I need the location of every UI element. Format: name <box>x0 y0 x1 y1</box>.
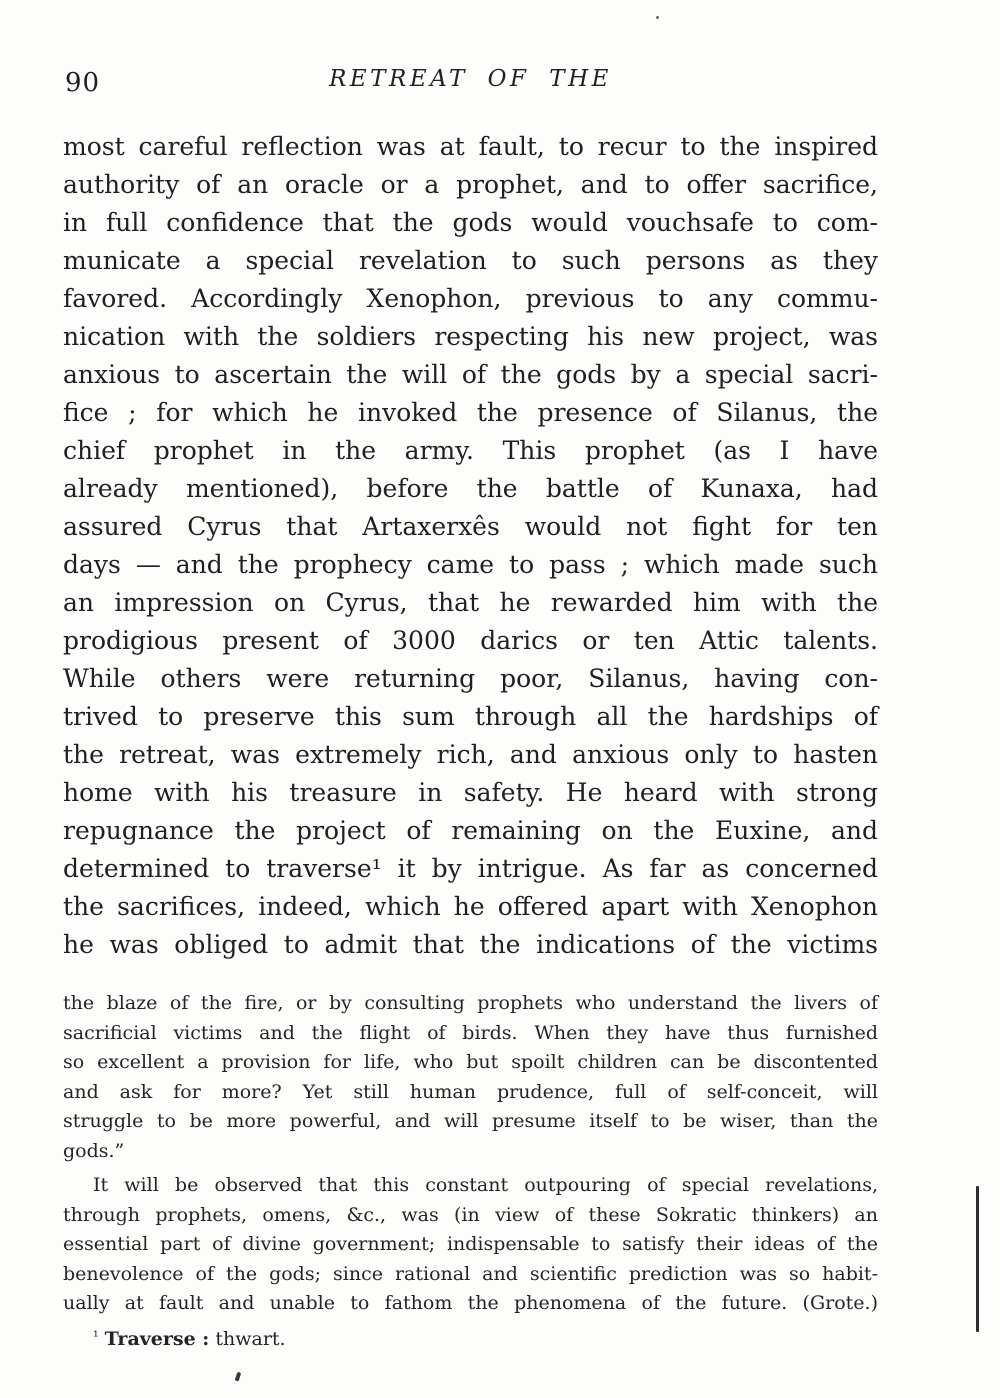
footnote-term: Traverse : <box>104 1327 210 1350</box>
footnote-line: so excellent a provision for life, who but spoilt children can be discontented <box>63 1051 878 1073</box>
body-text-line: the retreat, was extremely rich, and anxious only to hasten <box>63 740 878 769</box>
footnote-line: ually at fault and unable to fathom the phenomena of the future. (Grote.) <box>63 1292 878 1314</box>
footnotes-section <box>63 989 878 1354</box>
body-text-line: the sacrifices, indeed, which he offered apart with Xenophon <box>63 892 878 921</box>
body-text-line: trived to preserve this sum through all the hardships of <box>63 702 878 731</box>
footnote-definition-text: thwart. <box>215 1327 286 1350</box>
body-text-line: prodigious present of 3000 darics or ten Attic talents. <box>63 626 878 655</box>
body-text-line: fice ; for which he invoked the presence of Silanus, the <box>63 398 878 427</box>
body-text-line: most careful reflection was at fault, to recur to the inspired <box>63 132 878 161</box>
body-text-line: While others were returning poor, Silanus, having con- <box>63 664 878 693</box>
body-text-line: he was obliged to admit that the indications of the victims <box>63 930 878 959</box>
footnote-grote-paragraph <box>63 1171 878 1319</box>
body-text-line: favored. Accordingly Xenophon, previous to any commu- <box>63 284 878 313</box>
body-text-line: anxious to ascertain the will of the gods by a special sacri- <box>63 360 878 389</box>
footnote-line: and ask for more? Yet still human prudence, full of self-conceit, will <box>63 1080 878 1103</box>
body-text-line: determined to traverse¹ it by intrigue. As far as concerned <box>63 854 878 883</box>
page-number: 90 <box>65 68 101 98</box>
footnote-line: benevolence of the gods; since rational and scientific prediction was so habit- <box>63 1262 878 1285</box>
body-text-line: already mentioned), before the battle of Kunaxa, had <box>63 474 878 503</box>
footnote-line: the blaze of the fire, or by consulting prophets who understand the livers of <box>63 992 878 1014</box>
footnote-line: gods.” <box>63 1139 125 1162</box>
footnote-line: essential part of divine government; indispensable to satisfy their ideas of the <box>63 1233 878 1255</box>
page-content <box>63 64 878 1354</box>
body-text-line: municate a special revelation to such persons as they <box>63 246 878 275</box>
footnote-definition <box>63 1322 878 1354</box>
footnote-line: It will be observed that this constant outpouring of special revelations, <box>93 1174 878 1196</box>
body-text-line: authority of an oracle or a prophet, and to offer sacrifice, <box>63 170 878 199</box>
footnote-continuation-paragraph <box>63 989 878 1166</box>
footnote-line: through prophets, omens, &c., was (in view of these Sokratic thinkers) an <box>63 1203 878 1226</box>
body-text-line: an impression on Cyrus, that he rewarded him with the <box>63 588 878 617</box>
footnote-marker: ¹ <box>93 1328 99 1345</box>
running-head: RETREAT OF THE <box>329 66 612 92</box>
main-body-text <box>63 128 878 964</box>
scan-speck-artifact <box>235 1372 242 1382</box>
body-text-line: assured Cyrus that Artaxerxês would not fight for ten <box>63 512 878 541</box>
body-text-line: nication with the soldiers respecting his new project, was <box>63 322 878 351</box>
scan-speck-artifact <box>656 16 659 19</box>
body-text-line: in full confidence that the gods would vouchsafe to com- <box>63 208 878 237</box>
page-header <box>63 64 878 100</box>
footnote-line: sacrificial victims and the flight of birds. When they have thus furnished <box>63 1021 878 1044</box>
footnote-line: struggle to be more powerful, and will presume itself to be wiser, than the <box>63 1110 878 1132</box>
body-text-line: days — and the prophecy came to pass ; which made such <box>63 550 878 579</box>
body-text-line: repugnance the project of remaining on the Euxine, and <box>63 816 878 845</box>
scan-margin-line-artifact <box>976 1186 979 1332</box>
body-text-line: chief prophet in the army. This prophet (as I have <box>63 436 878 465</box>
body-text-line: home with his treasure in safety. He heard with strong <box>63 778 878 807</box>
